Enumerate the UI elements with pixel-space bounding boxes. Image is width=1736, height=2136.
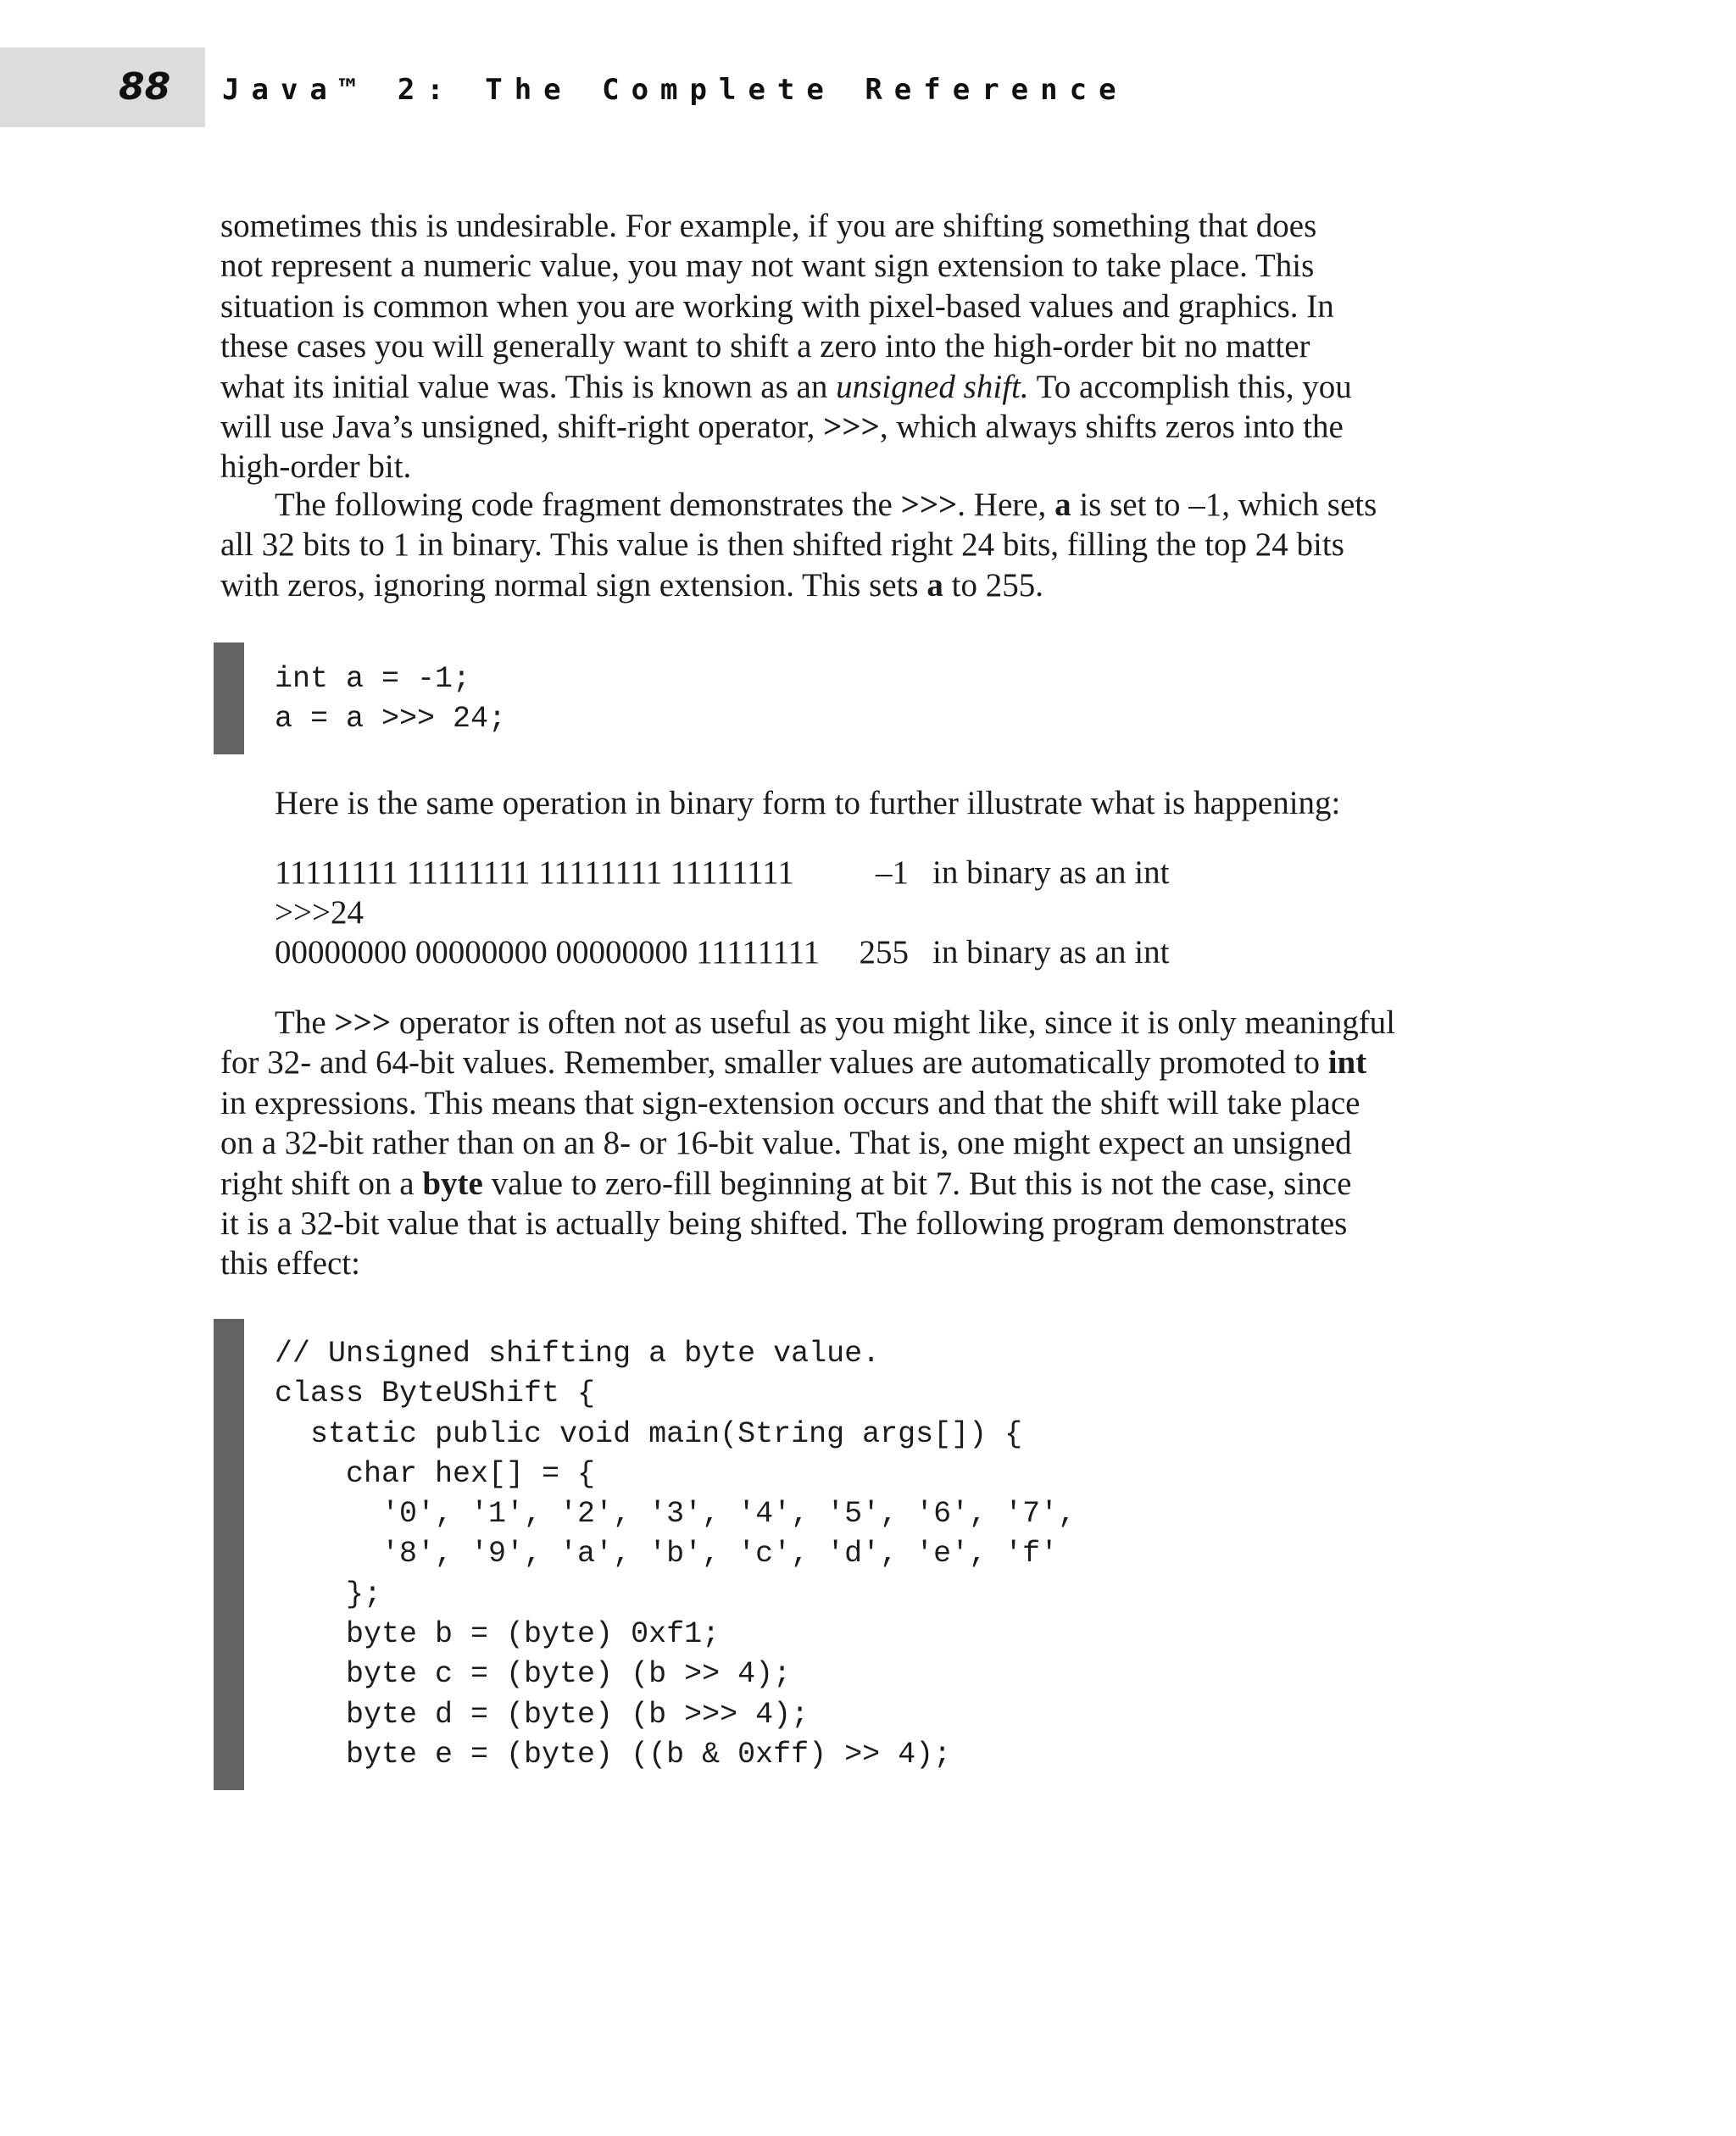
keyword-int: int — [1327, 1044, 1367, 1082]
text-line — [220, 565, 1492, 605]
code-line: a = a >>> 24; — [275, 702, 507, 737]
code-line: '8', '9', 'a', 'b', 'c', 'd', 'e', 'f' — [275, 1537, 1059, 1571]
code-line: class ByteUShift { — [275, 1377, 596, 1411]
code-line: byte e = (byte) ((b & 0xff) >> 4); — [275, 1737, 952, 1772]
paragraph-unsigned-shift — [220, 206, 1492, 487]
text-run: operator is often not as useful as you might like, since it is only meaningful — [391, 1004, 1396, 1041]
text-run: . Here, — [957, 487, 1055, 523]
term-unsigned-shift: unsigned shift. — [836, 368, 1029, 405]
variable-a: a — [926, 566, 943, 604]
binary-bits: 00000000 00000000 00000000 11111111 — [275, 934, 821, 971]
code-line: byte d = (byte) (b >>> 4); — [275, 1697, 810, 1732]
text-line — [220, 1003, 1492, 1043]
binary-description: in binary as an int — [932, 854, 1170, 891]
text-line — [220, 485, 1492, 525]
text-line: high-order bit. — [220, 448, 412, 486]
text-run: will use Java’s unsigned, shift-right operator, — [220, 409, 824, 446]
text-run: value to zero-fill beginning at bit 7. But this is not the case, since — [482, 1165, 1352, 1202]
binary-bits: 11111111 11111111 11111111 11111111 — [275, 854, 794, 891]
text-run: to 255. — [943, 566, 1043, 604]
code-line: static public void main(String args[]) { — [275, 1416, 1023, 1451]
text-line — [220, 1164, 1492, 1204]
text-line — [220, 407, 1492, 447]
binary-intro-text: Here is the same operation in binary form to further illustrate what is happening: — [275, 785, 1341, 821]
text-line: in expressions. This means that sign-extension occurs and that the shift will take place — [220, 1084, 1360, 1121]
text-run: with zeros, ignoring normal sign extension. This sets — [220, 566, 927, 604]
text-line: it is a 32-bit value that is actually being shifted. The following program demonstrates — [220, 1205, 1348, 1243]
text-line: all 32 bits to 1 in binary. This value is then shifted right 24 bits, filling the top 24 bits — [220, 526, 1344, 564]
text-line — [220, 367, 1492, 407]
text-run: The — [275, 1004, 335, 1041]
text-run: right shift on a — [220, 1165, 423, 1202]
text-run: for 32- and 64-bit values. Remember, smaller values are automatically promoted to — [220, 1044, 1328, 1082]
keyword-byte: byte — [422, 1165, 483, 1202]
code-line: int a = -1; — [275, 662, 471, 696]
text-line: situation is common when you are working with pixel-based values and graphics. In — [220, 287, 1334, 325]
text-line: not represent a numeric value, you may not want sign extension to take place. This — [220, 248, 1315, 285]
text-run: The following code fragment demonstrates the — [275, 487, 901, 523]
operator-unsigned-shift: >>> — [900, 487, 958, 523]
code-block-fragment — [275, 659, 506, 740]
text-line: on a 32-bit rather than on an 8- or 16-bit value. That is, one might expect an unsigned — [220, 1125, 1352, 1162]
text-run: To accomplish this, you — [1028, 368, 1352, 405]
code-line: '0', '1', '2', '3', '4', '5', '6', '7', — [275, 1497, 1077, 1532]
code-line: char hex[] = { — [275, 1456, 596, 1491]
operator-unsigned-shift: >>> — [334, 1004, 392, 1041]
text-line — [220, 1043, 1492, 1082]
code-line: }; — [275, 1577, 382, 1611]
page-number-tab — [0, 47, 205, 127]
variable-a: a — [1054, 487, 1071, 523]
code-line: byte c = (byte) (b >> 4); — [275, 1657, 792, 1692]
paragraph-code-fragment-intro — [220, 485, 1492, 605]
text-line: sometimes this is undesirable. For example, if you are shifting something that does — [220, 208, 1317, 244]
binary-value: –1 — [876, 854, 909, 891]
code-line: // Unsigned shifting a byte value. — [275, 1337, 881, 1371]
code-block-bar — [214, 642, 244, 754]
text-run: is set to –1, which sets — [1071, 487, 1377, 523]
text-line: this effect: — [220, 1245, 360, 1282]
text-line: these cases you will generally want to shift a zero into the high-order bit no matter — [220, 328, 1310, 365]
binary-value: 255 — [859, 934, 909, 971]
text-run: what its initial value was. This is known as an — [220, 368, 837, 405]
operator-unsigned-shift: >>> — [823, 409, 880, 446]
code-line: byte b = (byte) 0xf1; — [275, 1617, 721, 1652]
text-run: , which always shifts zeros into the — [879, 409, 1344, 446]
page-number: 88 — [119, 65, 171, 108]
running-head: Java™ 2: The Complete Reference — [222, 73, 1128, 107]
paragraph-promotion-note — [220, 1003, 1492, 1284]
code-block-bar — [214, 1319, 244, 1790]
binary-operator: >>>24 — [275, 894, 364, 931]
code-block-program — [275, 1334, 1076, 1775]
binary-description: in binary as an int — [932, 934, 1170, 971]
